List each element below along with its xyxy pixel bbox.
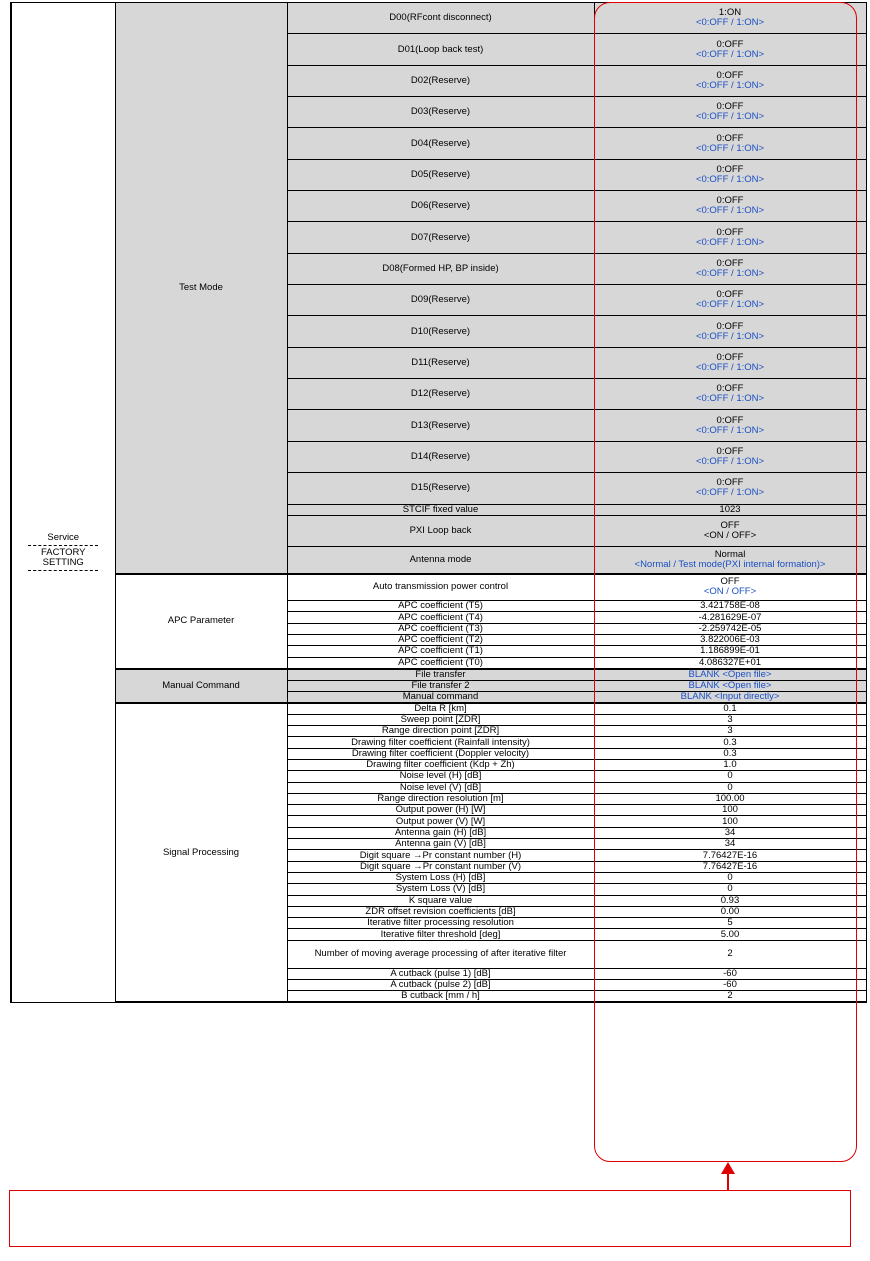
setting-label: Number of moving average processing of after iterative filter [287, 940, 594, 968]
value-text: 0:OFF [716, 163, 744, 175]
value-text: 2 [727, 948, 733, 960]
value-text: 7.76427E-16 [702, 849, 758, 861]
setting-label: STCIF fixed value [287, 504, 594, 515]
setting-label: APC coefficient (T5) [287, 601, 594, 612]
value-text: 1.186899E-01 [700, 645, 760, 657]
value-text: 0:OFF [716, 351, 744, 363]
value-text: 4.086327E+01 [698, 657, 762, 668]
value-text: 1023 [719, 504, 741, 515]
setting-label: PXI Loop back [287, 515, 594, 546]
value-text: 0:OFF [716, 320, 744, 332]
setting-label: D10(Reserve) [287, 316, 594, 347]
value-text: 34 [724, 838, 736, 850]
value-text: 0:OFF [716, 414, 744, 426]
value-option: BLANK <Open file> [688, 680, 772, 691]
setting-label: D06(Reserve) [287, 191, 594, 222]
value-text: 0.1 [723, 702, 737, 714]
value-text: 0:OFF [716, 38, 744, 50]
value-text: 100 [722, 815, 738, 827]
setting-label: Drawing filter coefficient (Doppler velocity) [287, 748, 594, 759]
setting-label: D14(Reserve) [287, 441, 594, 472]
setting-label: K square value [287, 895, 594, 906]
category-factory-label: FACTORY SETTING [40, 546, 86, 568]
value-text: 100.00 [715, 793, 745, 805]
setting-label: D02(Reserve) [287, 65, 594, 96]
value-text: 0 [727, 770, 733, 782]
value-text: 0:OFF [716, 257, 744, 269]
setting-label: APC coefficient (T4) [287, 612, 594, 623]
setting-label: D13(Reserve) [287, 410, 594, 441]
setting-label: D12(Reserve) [287, 379, 594, 410]
value-options: <0:OFF / 1:ON> [695, 205, 765, 217]
value-text: 34 [724, 827, 736, 838]
value-text: 0:OFF [716, 101, 744, 113]
value-options: <0:OFF / 1:ON> [695, 330, 765, 342]
section-name: Signal Processing [115, 703, 287, 1002]
value-options: <0:OFF / 1:ON> [695, 393, 765, 405]
setting-label: Drawing filter coefficient (Rainfall intensity) [287, 737, 594, 748]
setting-label: File transfer [287, 669, 594, 680]
value-options: <0:OFF / 1:ON> [695, 48, 765, 60]
setting-label: D03(Reserve) [287, 97, 594, 128]
value-text: 0:OFF [716, 132, 744, 144]
setting-label: A cutback (pulse 1) [dB] [287, 968, 594, 979]
setting-label: Antenna mode [287, 547, 594, 574]
value-options: <0:OFF / 1:ON> [695, 236, 765, 248]
setting-label: System Loss (V) [dB] [287, 884, 594, 895]
category-cell [11, 3, 115, 1003]
value-text: 0:OFF [716, 226, 744, 238]
value-text: 5 [727, 917, 733, 929]
setting-label: A cutback (pulse 2) [dB] [287, 980, 594, 991]
value-options: <Normal / Test mode(PXI internal formation)> [634, 558, 826, 570]
setting-label: Iterative filter threshold [deg] [287, 929, 594, 940]
value-text: 0.93 [720, 895, 740, 906]
value-text: -4.281629E-07 [698, 611, 762, 623]
value-text: 3.421758E-08 [700, 600, 760, 612]
category-service-label: Service [47, 532, 80, 543]
section-name: Test Mode [115, 3, 287, 574]
value-options: <0:OFF / 1:ON> [695, 267, 765, 279]
divider [28, 570, 98, 571]
value-text: 0 [727, 872, 733, 884]
value-text: 0 [727, 883, 733, 895]
value-text: -60 [723, 979, 737, 991]
section-name: APC Parameter [115, 574, 287, 669]
value-text: OFF [720, 576, 740, 588]
setting-label: Digit square →Pr constant number (H) [287, 850, 594, 861]
value-text: 3 [727, 725, 733, 737]
setting-label: D05(Reserve) [287, 159, 594, 190]
value-column-highlight [594, 2, 857, 1162]
setting-label: Manual command [287, 691, 594, 702]
value-text: 100 [722, 804, 738, 816]
setting-label: D01(Loop back test) [287, 34, 594, 65]
value-options: <0:OFF / 1:ON> [695, 173, 765, 185]
setting-label: Antenna gain (V) [dB] [287, 839, 594, 850]
value-text: Normal [714, 548, 746, 560]
callout-box [9, 1190, 851, 1247]
value-text: 3.822006E-03 [700, 634, 760, 646]
value-options: <0:OFF / 1:ON> [695, 487, 765, 499]
value-text: -2.259742E-05 [698, 623, 762, 634]
setting-label: File transfer 2 [287, 680, 594, 691]
value-text: 0:OFF [716, 195, 744, 207]
value-options: <0:OFF / 1:ON> [695, 142, 765, 154]
setting-label: Antenna gain (H) [dB] [287, 827, 594, 838]
arrow-shaft [727, 1172, 729, 1190]
value-text: 0:OFF [716, 477, 744, 489]
setting-label: Iterative filter processing resolution [287, 918, 594, 929]
setting-label: Output power (H) [W] [287, 805, 594, 816]
setting-label: D15(Reserve) [287, 473, 594, 504]
value-text: 0:OFF [716, 383, 744, 395]
value-option: BLANK <Open file> [688, 668, 772, 680]
value-text: 0.3 [723, 736, 737, 748]
value-text: 1:ON [718, 7, 742, 19]
setting-label: B cutback [mm / h] [287, 991, 594, 1002]
setting-label: ZDR offset revision coefficients [dB] [287, 906, 594, 917]
setting-label: Drawing filter coefficient (Kdp + Zh) [287, 759, 594, 770]
setting-label: APC coefficient (T2) [287, 635, 594, 646]
setting-label: APC coefficient (T3) [287, 623, 594, 634]
value-text: -60 [723, 968, 737, 979]
setting-label: D08(Formed HP, BP inside) [287, 253, 594, 284]
value-text: 0:OFF [716, 69, 744, 81]
section-name: Manual Command [115, 669, 287, 703]
value-options: <0:OFF / 1:ON> [695, 455, 765, 467]
setting-label: APC coefficient (T1) [287, 646, 594, 657]
setting-label: APC coefficient (T0) [287, 657, 594, 668]
setting-label: Delta R [km] [287, 703, 594, 714]
setting-label: Noise level (V) [dB] [287, 782, 594, 793]
value-text: 0.00 [720, 906, 740, 917]
value-text: 2 [727, 990, 733, 1002]
value-text: 7.76427E-16 [702, 861, 758, 872]
value-options: <ON / OFF> [703, 586, 757, 598]
value-text: 0:OFF [716, 289, 744, 301]
setting-label: Noise level (H) [dB] [287, 771, 594, 782]
value-text: OFF [720, 520, 740, 531]
setting-label: D04(Reserve) [287, 128, 594, 159]
value-options: <0:OFF / 1:ON> [695, 17, 765, 29]
setting-label: Output power (V) [W] [287, 816, 594, 827]
value-options: <0:OFF / 1:ON> [695, 299, 765, 311]
setting-label: D00(RFcont disconnect) [287, 3, 594, 34]
value-text: 5.00 [720, 928, 740, 940]
setting-label: D07(Reserve) [287, 222, 594, 253]
setting-label: Auto transmission power control [287, 574, 594, 601]
value-option: BLANK <Input directly> [680, 691, 780, 702]
value-options: <0:OFF / 1:ON> [695, 424, 765, 436]
setting-label: D09(Reserve) [287, 285, 594, 316]
setting-label: System Loss (H) [dB] [287, 872, 594, 883]
value-text: 0:OFF [716, 446, 744, 458]
setting-label: Range direction point [ZDR] [287, 726, 594, 737]
setting-label: Sweep point [ZDR] [287, 714, 594, 725]
value-text: 3 [727, 714, 733, 725]
value-text: 0 [727, 782, 733, 793]
value-options: <0:OFF / 1:ON> [695, 79, 765, 91]
setting-label: Range direction resolution [m] [287, 793, 594, 804]
setting-label: Digit square →Pr constant number (V) [287, 861, 594, 872]
value-options: <0:OFF / 1:ON> [695, 111, 765, 123]
value-options: <0:OFF / 1:ON> [695, 361, 765, 373]
setting-label: D11(Reserve) [287, 347, 594, 378]
value-text: 1.0 [723, 759, 737, 771]
value-options: <ON / OFF> [703, 529, 757, 541]
divider [28, 545, 98, 546]
value-text: 0.3 [723, 748, 737, 759]
